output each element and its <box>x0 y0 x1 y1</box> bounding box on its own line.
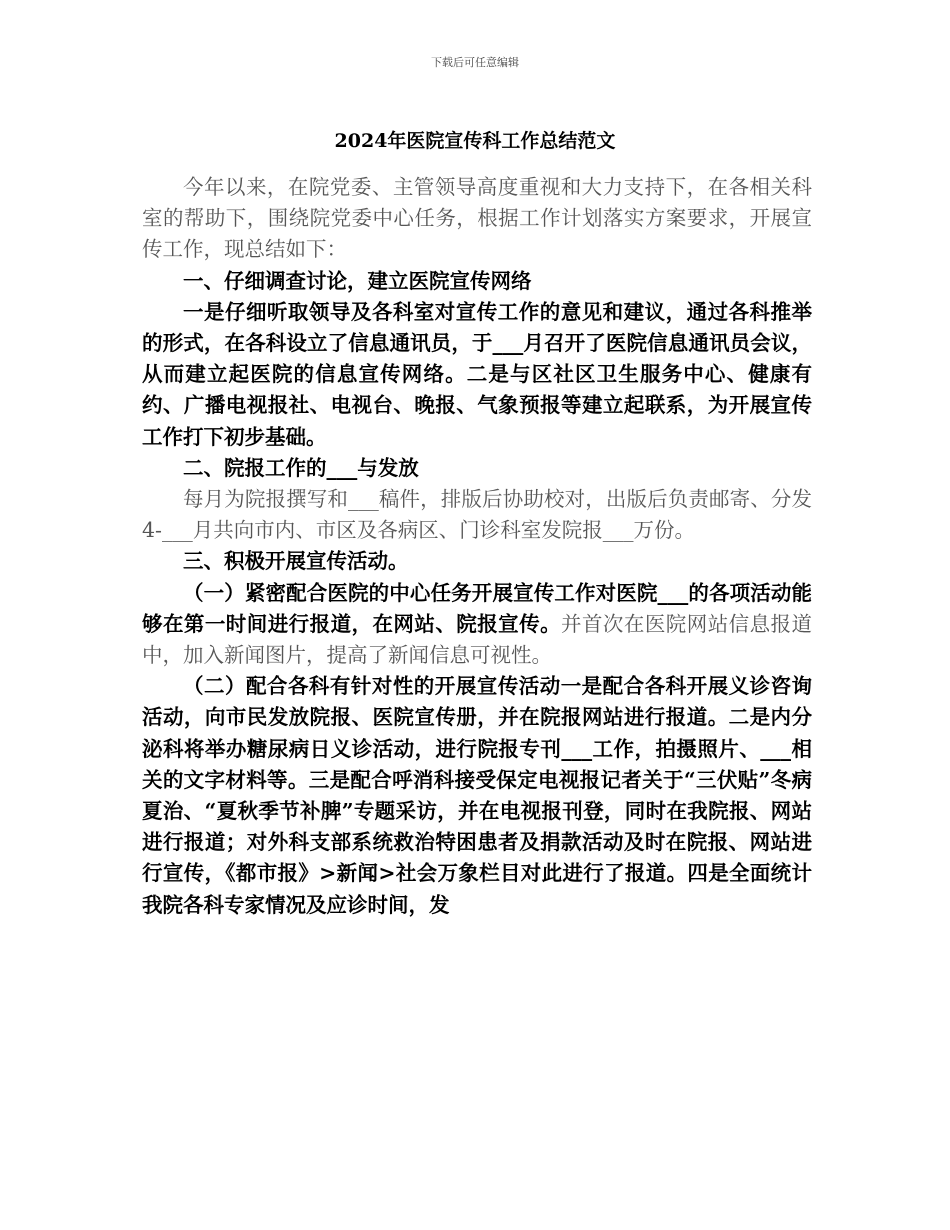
text-run: 一、仔细调查讨论，建立医院宣传网络 <box>183 268 532 293</box>
text-run: 三、积极开展宣传活动。 <box>183 549 409 574</box>
paragraph <box>142 172 812 266</box>
page-header: 下载后可任意编辑 <box>431 56 519 69</box>
paragraph <box>142 297 812 453</box>
text-run: 一是仔细听取领导及各科室对宣传工作的意见和建议，通过各科推举的形式，在各科设立了信息通讯员，于___月召开了医院信息通讯员会议，从而建立起医院的信息宣传网络。二是与区社区卫生服务中心、健康有约、广播电视报社、电视台、晚报、气象预报等建立起联系，为开展宣传工作打下初步基础。 <box>142 299 812 449</box>
text-run: 每月为院报撰写和___稿件，排版后协助校对，出版后负责邮寄、分发4-___月共向市内、市区及各病区、门诊科室发院报___万份。 <box>142 487 812 543</box>
paragraph <box>142 671 812 921</box>
document-title: 2024年医院宣传科工作总结范文 <box>334 130 616 152</box>
paragraph <box>142 453 812 484</box>
document-body <box>142 172 812 921</box>
paragraph <box>142 266 812 297</box>
text-run: 并首次在医院网站信息报道中，加入新闻图片，提高了新闻信息可视性。 <box>142 611 812 668</box>
paragraph <box>142 546 812 577</box>
text-run: 二、院报工作的___与发放 <box>183 455 419 480</box>
text-run: 今年以来，在院党委、主管领导高度重视和大力支持下，在各相关科室的帮助下，围绕院党委中心任务，根据工作计划落实方案要求，开展宣传工作，现总结如下： <box>142 175 812 262</box>
text-run: （一）紧密配合医院的中心任务开展宣传工作对医院___的各项活动能够在第一时间进行报道，在网站、院报宣传。 <box>142 580 812 636</box>
paragraph <box>142 484 812 546</box>
text-run: （二）配合各科有针对性的开展宣传活动一是配合各科开展义诊咨询活动，向市民发放院报、医院宣传册，并在院报网站进行报道。二是内分泌科将举办糖尿病日义诊活动，进行院报专刊___工作，拍摄照片、___相关的文字材料等。三是配合呼消科接受保定电视报记者关于“三伏贴”冬病夏治、“夏秋季节补脾”专题采访，并在电视报刊登，同时在我院报、网站进行报道；对外科支部系统救治特困患者及捐款活动及时在院报、网站进行宣传，《都市报》>新闻>社会万象栏目对此进行了报道。四是全面统计我院各科专家情况及应诊时间，发 <box>142 674 812 917</box>
paragraph <box>142 578 812 672</box>
